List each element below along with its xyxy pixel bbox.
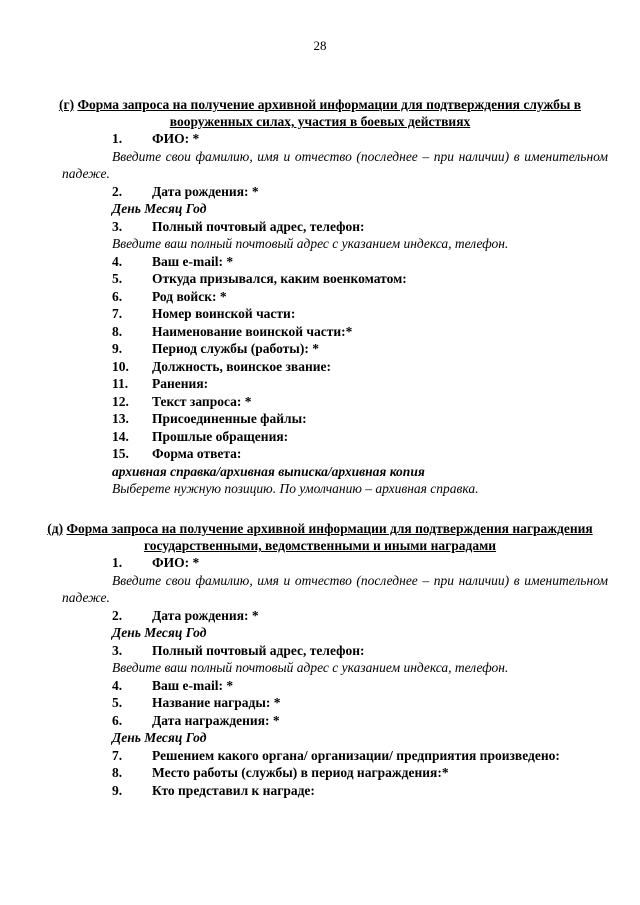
item-number: 1. — [112, 555, 123, 570]
form-field — [0, 375, 640, 393]
item-number: 9. — [112, 782, 123, 798]
section-g-title-text: Форма запроса на получение архивной информации для подтверждения службы в вооруженных силах, участия в боевых действиях — [77, 97, 582, 129]
form-field — [0, 410, 640, 428]
item-label: Наименование воинской части:* — [152, 323, 353, 339]
form-field — [0, 253, 640, 271]
item-number: 7. — [112, 306, 123, 321]
date-format-hint: День Месяц Год — [112, 201, 207, 216]
section-d — [0, 520, 640, 799]
form-field — [0, 218, 640, 236]
item-label: ФИО: * — [152, 131, 200, 146]
item-number: 15. — [112, 446, 129, 461]
item-label: Ваш e-mail: * — [152, 253, 234, 269]
fio-hint: Введите свои фамилию, имя и отчество (последнее – при наличии) в именительном падеже. — [62, 148, 608, 181]
item-number: 3. — [112, 642, 123, 658]
form-field — [0, 642, 640, 660]
form-field — [0, 764, 640, 782]
form-field — [0, 288, 640, 306]
item-label: Полный почтовый адрес, телефон: — [152, 642, 365, 658]
item-number: 5. — [112, 695, 123, 710]
item-label: Форма ответа: — [152, 446, 242, 461]
item-label: Должность, воинское звание: — [152, 358, 331, 374]
item-number: 5. — [112, 271, 123, 286]
item-number: 4. — [112, 677, 123, 693]
item-label: Полный почтовый адрес, телефон: — [152, 218, 365, 234]
item-label: Номер воинской части: — [152, 306, 296, 321]
item-label: Ранения: — [152, 376, 209, 391]
item-number: 14. — [112, 428, 129, 444]
item-number: 8. — [112, 323, 123, 339]
form-field — [0, 607, 640, 625]
form-field — [0, 677, 640, 695]
item-number: 2. — [112, 607, 123, 623]
item-number: 4. — [112, 253, 123, 269]
form-field — [0, 130, 640, 148]
item-number: 12. — [112, 393, 129, 409]
item-label: Присоединенные файлы: — [152, 411, 307, 426]
item-number: 6. — [112, 712, 123, 728]
section-d-title — [40, 520, 600, 554]
form-field — [0, 782, 640, 800]
answer-options: архивная справка/архивная выписка/архивная копия — [112, 463, 425, 479]
form-field — [0, 358, 640, 376]
form-field — [0, 393, 640, 411]
item-number: 10. — [112, 358, 129, 374]
award-date-format-hint: День Месяц Год — [112, 730, 207, 745]
section-d-title-prefix: (д) — [47, 521, 64, 536]
item-label: Текст запроса: * — [152, 393, 252, 409]
form-field — [0, 340, 640, 358]
form-field — [0, 694, 640, 712]
item-number: 9. — [112, 341, 123, 356]
date-format-hint: День Месяц Год — [112, 625, 207, 640]
form-field — [0, 712, 640, 730]
form-field — [0, 445, 640, 463]
item-label: Дата награждения: * — [152, 712, 280, 728]
answer-hint: Выберете нужную позицию. По умолчанию – архивная справка. — [112, 481, 479, 496]
section-g-title — [40, 96, 600, 130]
item-label: Прошлые обращения: — [152, 428, 289, 444]
section-d-title-text: Форма запроса на получение архивной информации для подтверждения награждения государственными, ведомственными и иными наградами — [66, 521, 593, 553]
item-number: 1. — [112, 131, 123, 146]
section-g-title-prefix: (г) — [58, 97, 75, 112]
page-number: 28 — [313, 38, 327, 53]
item-label: Название награды: * — [152, 695, 281, 710]
item-label: ФИО: * — [152, 555, 200, 570]
item-label: Род войск: * — [152, 288, 227, 304]
item-label: Дата рождения: * — [152, 183, 259, 199]
form-field — [0, 554, 640, 572]
form-field — [0, 323, 640, 341]
address-hint: Введите ваш полный почтовый адрес с указанием индекса, телефон. — [112, 660, 509, 675]
item-label: Ваш e-mail: * — [152, 677, 234, 693]
fio-hint: Введите свои фамилию, имя и отчество (последнее – при наличии) в именительном падеже. — [62, 572, 608, 605]
item-label: Кто представил к награде: — [152, 782, 315, 798]
item-label: Место работы (службы) в период награждения:* — [152, 765, 449, 780]
address-hint: Введите ваш полный почтовый адрес с указанием индекса, телефон. — [112, 236, 509, 251]
item-number: 6. — [112, 288, 123, 304]
item-number: 2. — [112, 183, 123, 199]
item-label: Откуда призывался, каким военкоматом: — [152, 271, 407, 286]
item-number: 8. — [112, 765, 123, 780]
item-number: 3. — [112, 218, 123, 234]
item-label: Дата рождения: * — [152, 607, 259, 623]
item-number: 11. — [112, 376, 129, 391]
section-g — [0, 96, 640, 498]
form-field — [0, 183, 640, 201]
item-label: Решением какого органа/ организации/ предприятия произведено: — [152, 747, 560, 763]
form-field — [0, 270, 640, 288]
item-number: 7. — [112, 747, 123, 763]
form-field — [0, 305, 640, 323]
form-field — [0, 428, 640, 446]
item-number: 13. — [112, 411, 129, 426]
item-label: Период службы (работы): * — [152, 341, 319, 356]
form-field — [0, 747, 640, 765]
